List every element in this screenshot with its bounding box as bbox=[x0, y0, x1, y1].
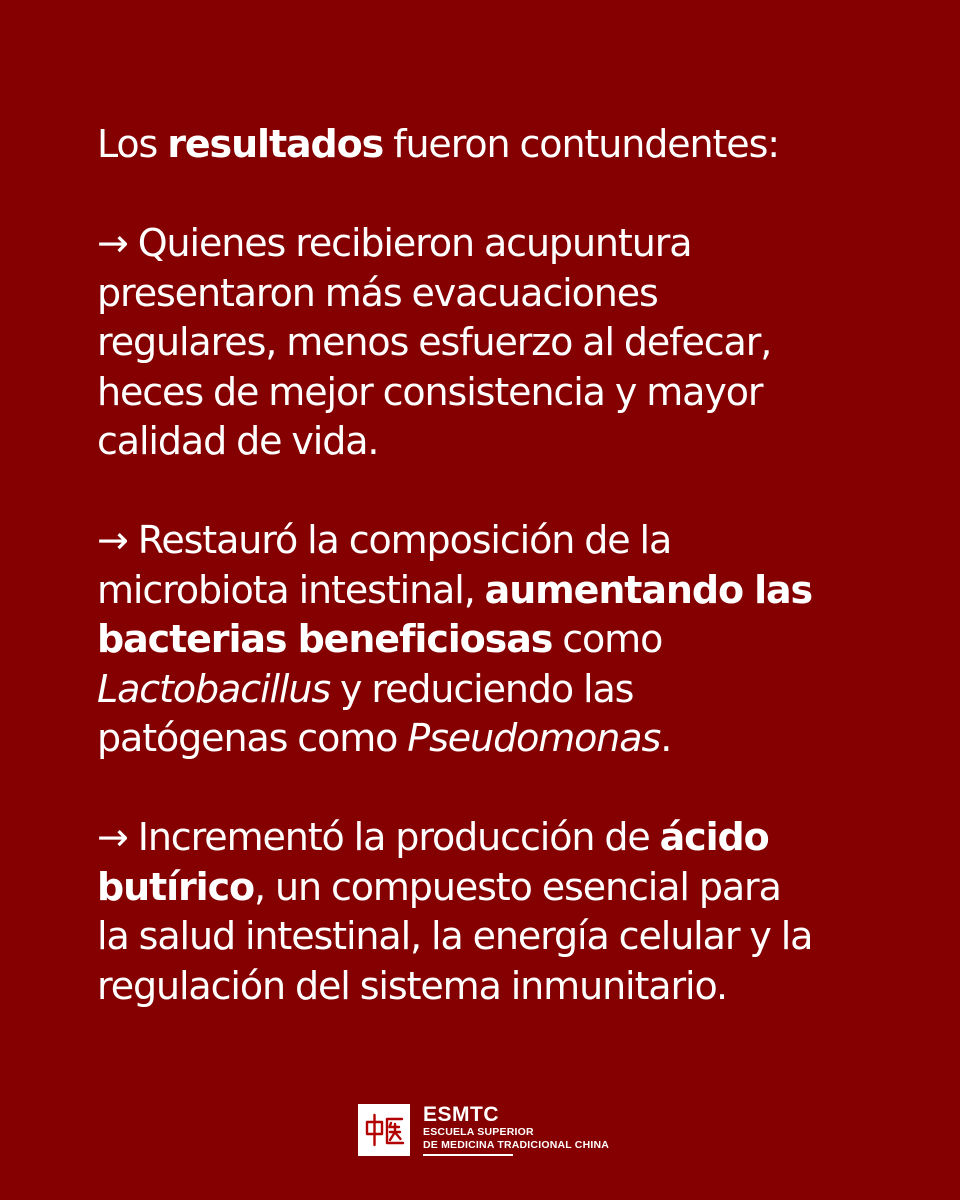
intro-text-2: fueron contundentes: bbox=[383, 122, 779, 166]
logo-text bbox=[423, 1104, 609, 1156]
point-3-line-1a: → Incrementó la producción de bbox=[97, 815, 660, 859]
point-1-line-3: regulares, menos esfuerzo al defecar, bbox=[97, 320, 772, 364]
point-2-line-5a: patógenas como bbox=[97, 716, 408, 760]
point-2-line-1: → Restauró la composición de la bbox=[97, 518, 672, 562]
point-3-line-4: regulación del sistema inmunitario. bbox=[97, 963, 727, 1008]
point-3-bold-1: ácido bbox=[659, 815, 769, 859]
point-2-line-2a: microbiota intestinal, bbox=[97, 567, 485, 612]
chinese-characters-zhong-yi-icon bbox=[358, 1104, 410, 1156]
point-1-line-4: heces de mejor consistencia y mayor bbox=[97, 369, 763, 414]
point-acupuntura bbox=[97, 219, 897, 467]
point-2-line-5c: . bbox=[660, 716, 672, 760]
intro-bold: resultados bbox=[167, 122, 384, 166]
point-2-line-4b: y reduciendo las bbox=[330, 666, 634, 711]
point-1-line-1: → Quienes recibieron acupuntura bbox=[97, 221, 692, 265]
point-3-line-2b: , un compuesto esencial para bbox=[254, 864, 781, 909]
intro-paragraph bbox=[97, 120, 897, 170]
point-1-line-5: calidad de vida. bbox=[97, 419, 379, 463]
logo-name: ESMTC bbox=[423, 1103, 499, 1126]
point-1-line-2: presentaron más evacuaciones bbox=[97, 270, 658, 315]
point-2-line-3b: como bbox=[552, 617, 663, 661]
point-2-italic-lactobacillus: Lactobacillus bbox=[97, 666, 331, 711]
logo-underline bbox=[423, 1154, 513, 1156]
intro-text-1: Los bbox=[97, 122, 168, 166]
point-microbiota bbox=[97, 516, 897, 764]
point-2-bold-1: aumentando las bbox=[484, 567, 813, 612]
esmtc-logo bbox=[358, 1104, 609, 1157]
main-content bbox=[97, 120, 897, 1061]
point-2-bold-2: bacterias beneficiosas bbox=[97, 617, 553, 661]
point-3-line-3: la salud intestinal, la energía celular y la bbox=[97, 914, 813, 958]
logo-subtitle-1: ESCUELA SUPERIOR bbox=[423, 1126, 534, 1138]
point-acido-butirico bbox=[97, 813, 897, 1011]
point-3-bold-2: butírico bbox=[97, 864, 255, 909]
logo-subtitle-2: DE MEDICINA TRADICIONAL CHINA bbox=[423, 1138, 610, 1151]
point-2-italic-pseudomonas: Pseudomonas bbox=[407, 716, 661, 760]
